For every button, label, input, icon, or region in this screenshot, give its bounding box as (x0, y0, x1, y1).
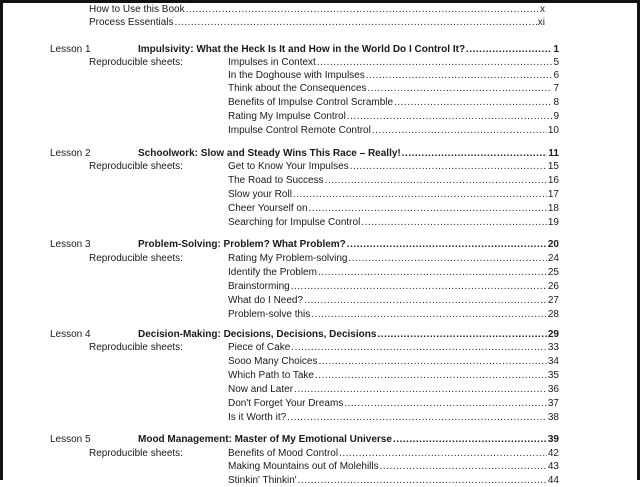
sheet-title: Piece of Cake (228, 342, 291, 353)
dot-leader (319, 356, 547, 368)
dot-leader (294, 384, 547, 396)
lesson-label: Lesson 1 (50, 44, 91, 55)
dot-leader (402, 148, 548, 160)
dot-leader (361, 217, 547, 229)
toc-entry-title: Process Essentials (89, 17, 174, 28)
sheet-page: 15 (547, 161, 559, 172)
dot-leader (349, 253, 547, 265)
sheet-title: Think about the Consequences (228, 83, 367, 94)
sheet-page: 17 (547, 189, 559, 200)
sheet-entry[interactable] (228, 398, 559, 410)
reproducible-sheets-label: Reproducible sheets: (89, 57, 183, 68)
sheet-entry[interactable] (228, 412, 559, 424)
dot-leader (339, 448, 547, 460)
sheet-page: 38 (547, 412, 559, 423)
lesson-label: Lesson 3 (50, 239, 91, 250)
sheet-title: Sooo Many Choices (228, 356, 318, 367)
sheet-title: Is it Worth it? (228, 412, 287, 423)
sheet-entry[interactable] (228, 309, 559, 321)
sheet-title: Stinkin' Thinkin' (228, 475, 297, 486)
sheet-entry[interactable] (228, 267, 559, 279)
sheet-entry[interactable] (228, 70, 559, 82)
sheet-page: 19 (547, 217, 559, 228)
sheet-entry[interactable] (228, 111, 559, 123)
dot-leader (311, 309, 547, 321)
sheet-entry[interactable] (228, 384, 559, 396)
sheet-page: 24 (547, 253, 559, 264)
dot-leader (174, 17, 536, 29)
toc-entry-page: x (540, 4, 545, 15)
sheet-title: Cheer Yourself on (228, 203, 308, 214)
lesson-title: Impulsivity: What the Heck Is It and How in the World Do I Control It? (138, 44, 466, 55)
lesson-page: 20 (547, 239, 559, 250)
lesson-page: 1 (553, 44, 559, 55)
sheet-title: Don't Forget Your Dreams (228, 398, 344, 409)
sheet-page: 34 (547, 356, 559, 367)
sheet-title: Which Path to Take (228, 370, 314, 381)
sheet-title: In the Doghouse with Impulses (228, 70, 365, 81)
lesson-title: Problem-Solving: Problem? What Problem? (138, 239, 346, 250)
sheet-title: Making Mountains out of Molehills (228, 461, 379, 472)
dot-leader (344, 398, 547, 410)
toc-entry-process-essentials[interactable] (89, 17, 545, 29)
lesson-title-row[interactable] (138, 44, 559, 56)
sheet-title: Impulses in Context (228, 57, 316, 68)
sheet-entry[interactable] (228, 189, 559, 201)
sheet-title: Brainstorming (228, 281, 290, 292)
dot-leader (287, 412, 547, 424)
dot-leader (309, 203, 547, 215)
lesson-title-row[interactable] (138, 434, 559, 446)
sheet-page: 7 (553, 83, 559, 94)
sheet-title: The Road to Success (228, 175, 324, 186)
sheet-entry[interactable] (228, 475, 559, 487)
dot-leader (317, 57, 553, 69)
sheet-entry[interactable] (228, 356, 559, 368)
sheet-title: Now and Later (228, 384, 294, 395)
sheet-entry[interactable] (228, 448, 559, 460)
dot-leader (315, 370, 547, 382)
dot-leader (318, 267, 547, 279)
sheet-page: 25 (547, 267, 559, 278)
sheet-entry[interactable] (228, 342, 559, 354)
sheet-page: 42 (547, 448, 559, 459)
lesson-page: 39 (547, 434, 559, 445)
lesson-page: 11 (548, 148, 559, 159)
lesson-title: Schoolwork: Slow and Steady Wins This Race – Really! (138, 148, 401, 159)
lesson-page: 29 (547, 329, 559, 340)
sheet-title: Rating My Impulse Control (228, 111, 346, 122)
dot-leader (304, 295, 547, 307)
dot-leader (291, 342, 547, 354)
dot-leader (347, 111, 553, 123)
sheet-page: 6 (553, 70, 559, 81)
sheet-page: 5 (553, 57, 559, 68)
sheet-page: 44 (547, 475, 559, 486)
dot-leader (325, 175, 547, 187)
lesson-title: Mood Management: Master of My Emotional Universe (138, 434, 392, 445)
dot-leader (393, 434, 547, 446)
sheet-entry[interactable] (228, 370, 559, 382)
lesson-label: Lesson 5 (50, 434, 91, 445)
lesson-title-row[interactable] (138, 239, 559, 251)
sheet-entry[interactable] (228, 125, 559, 137)
lesson-label: Lesson 4 (50, 329, 91, 340)
sheet-entry[interactable] (228, 295, 559, 307)
dot-leader (366, 70, 553, 82)
sheet-title: Get to Know Your Impulses (228, 161, 349, 172)
sheet-entry[interactable] (228, 97, 559, 109)
dot-leader (350, 161, 547, 173)
sheet-page: 35 (547, 370, 559, 381)
sheet-entry[interactable] (228, 161, 559, 173)
reproducible-sheets-label: Reproducible sheets: (89, 161, 183, 172)
dot-leader (186, 4, 539, 16)
sheet-title: Identify the Problem (228, 267, 317, 278)
sheet-page: 43 (547, 461, 559, 472)
sheet-entry[interactable] (228, 175, 559, 187)
toc-entry-title: How to Use this Book (89, 4, 185, 15)
sheet-page: 37 (547, 398, 559, 409)
dot-leader (367, 83, 552, 95)
sheet-page: 28 (547, 309, 559, 320)
sheet-title: What do I Need? (228, 295, 304, 306)
sheet-page: 16 (547, 175, 559, 186)
sheet-page: 27 (547, 295, 559, 306)
sheet-title: Benefits of Mood Control (228, 448, 339, 459)
sheet-page: 9 (553, 111, 559, 122)
sheet-title: Rating My Problem-solving (228, 253, 348, 264)
sheet-page: 36 (547, 384, 559, 395)
sheet-entry[interactable] (228, 253, 559, 265)
dot-leader (291, 281, 547, 293)
lesson-title-row[interactable] (138, 329, 559, 341)
sheet-page: 18 (547, 203, 559, 214)
dot-leader (394, 97, 552, 109)
sheet-title: Problem-solve this (228, 309, 311, 320)
sheet-page: 33 (547, 342, 559, 353)
sheet-title: Impulse Control Remote Control (228, 125, 371, 136)
dot-leader (347, 239, 547, 251)
dot-leader (377, 329, 546, 341)
sheet-entry[interactable] (228, 461, 559, 473)
dot-leader (372, 125, 547, 137)
sheet-page: 8 (553, 97, 559, 108)
sheet-entry[interactable] (228, 83, 559, 95)
sheet-title: Slow your Roll (228, 189, 292, 200)
sheet-page: 26 (547, 281, 559, 292)
sheet-title: Benefits of Impulse Control Scramble (228, 97, 394, 108)
reproducible-sheets-label: Reproducible sheets: (89, 448, 183, 459)
dot-leader (293, 189, 547, 201)
dot-leader (298, 475, 547, 487)
sheet-page: 10 (547, 125, 559, 136)
lesson-title: Decision-Making: Decisions, Decisions, Decisions (138, 329, 377, 340)
sheet-entry[interactable] (228, 57, 559, 69)
lesson-label: Lesson 2 (50, 148, 91, 159)
lesson-title-row[interactable] (138, 148, 559, 160)
dot-leader (466, 44, 552, 56)
reproducible-sheets-label: Reproducible sheets: (89, 253, 183, 264)
reproducible-sheets-label: Reproducible sheets: (89, 342, 183, 353)
toc-entry-page: xi (537, 17, 545, 28)
sheet-entry[interactable] (228, 281, 559, 293)
sheet-title: Searching for Impulse Control (228, 217, 361, 228)
toc-entry-how-to-use[interactable] (89, 4, 545, 16)
dot-leader (380, 461, 547, 473)
sheet-entry[interactable] (228, 217, 559, 229)
sheet-entry[interactable] (228, 203, 559, 215)
